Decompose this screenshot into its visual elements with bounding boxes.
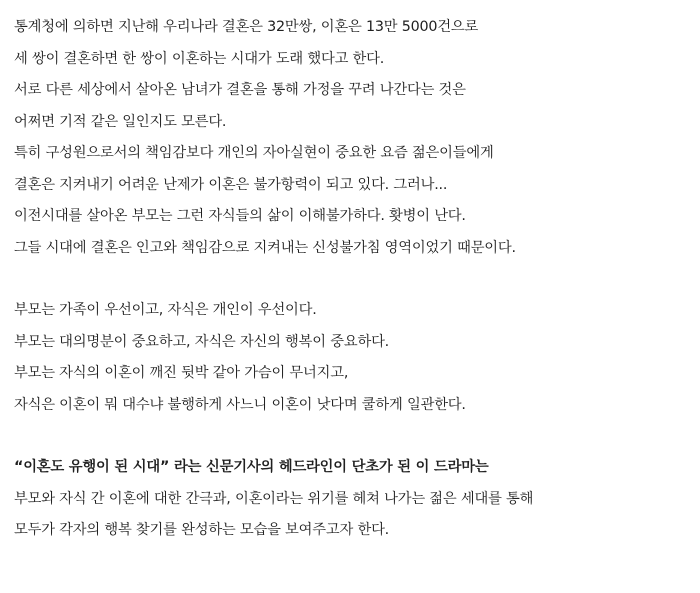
paragraph-contrast — [14, 295, 682, 421]
text-line: 부모는 가족이 우선이고, 자식은 개인이 우선이다. — [14, 302, 317, 318]
paragraph-spacer — [14, 264, 682, 295]
headline-quote-line: “이혼도 유행이 된 시대” 라는 신문기사의 헤드라인이 단초가 된 이 드라마는 — [14, 459, 489, 475]
text-line: 자식은 이혼이 뭐 대수냐 불행하게 사느니 이혼이 낫다며 쿨하게 일관한다. — [14, 396, 466, 413]
text-line: 세 쌍이 결혼하면 한 쌍이 이혼하는 시대가 도래 했다고 한다. — [14, 50, 385, 67]
text-line: 그들 시대에 결혼은 인고와 책임감으로 지켜내는 신성불가침 영역이었기 때문이다. — [14, 239, 516, 256]
paragraph-conclusion — [14, 452, 682, 547]
text-line: 모두가 각자의 행복 찾기를 완성하는 모습을 보여주고자 한다. — [14, 522, 390, 538]
text-line: 결혼은 지켜내기 어려운 난제가 이혼은 불가항력이 되고 있다. 그러나... — [14, 176, 448, 193]
paragraph-spacer — [14, 421, 682, 452]
text-line: 어쩌면 기적 같은 일인지도 모른다. — [14, 113, 227, 130]
text-line: 부모는 대의명분이 중요하고, 자식은 자신의 행복이 중요하다. — [14, 333, 390, 350]
paragraph-intro — [14, 12, 682, 264]
text-line: 서로 다른 세상에서 살아온 남녀가 결혼을 통해 가정을 꾸려 나간다는 것은 — [14, 82, 466, 98]
text-line: 특히 구성원으로서의 책임감보다 개인의 자아실현이 중요한 요즘 젊은이들에게 — [14, 145, 494, 161]
text-line: 이전시대를 살아온 부모는 그런 자식들의 삶이 이해불가하다. 홧병이 난다. — [14, 208, 466, 224]
text-line: 통계청에 의하면 지난해 우리나라 결혼은 32만쌍, 이혼은 13만 5000건으로 — [14, 19, 479, 35]
text-line: 부모는 자식의 이혼이 깨진 뒷박 같아 가슴이 무너지고, — [14, 365, 349, 381]
text-line: 부모와 자식 간 이혼에 대한 간극과, 이혼이라는 위기를 헤쳐 나가는 젊은 세대를 통해 — [14, 490, 534, 507]
